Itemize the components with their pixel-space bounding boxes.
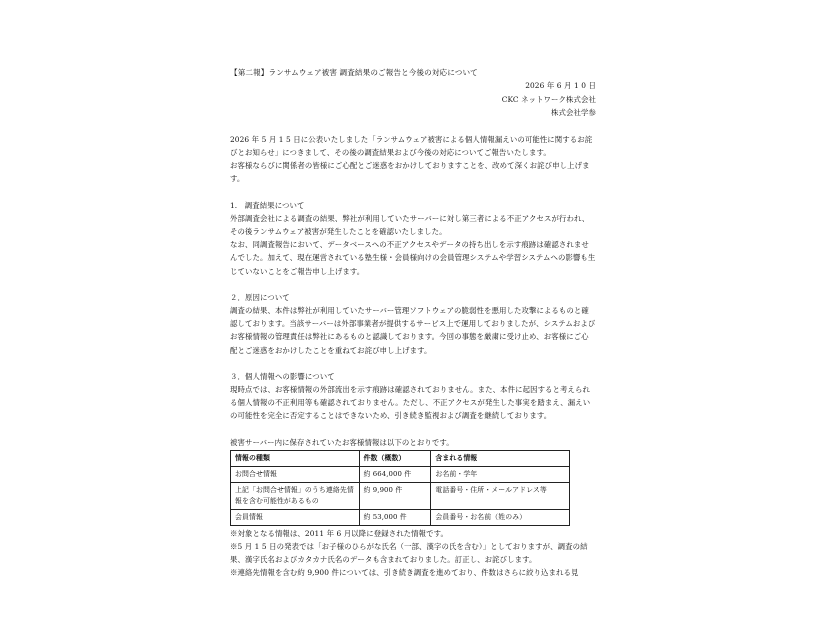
table-intro: 被害サーバー内に保存されていたお客様情報は以下のとおりです。 xyxy=(230,437,454,447)
table-cell: 電話番号・住所・メールアドレス等 xyxy=(431,482,570,509)
table-header-cell: 含まれる情報 xyxy=(431,450,570,466)
table-cell: 会員情報 xyxy=(231,509,360,525)
section-heading-cause: ２．原因について xyxy=(230,292,290,302)
spacer xyxy=(230,120,596,133)
spacer xyxy=(230,357,596,370)
table-row xyxy=(231,482,570,509)
note-line: ※対象となる情報は、2011 年 6 月以降に登録された情報です。 xyxy=(230,528,449,538)
table-row xyxy=(231,509,570,525)
intro-apology: お客様ならびに関係者の皆様にご心配とご迷惑をおかけしておりますことを、改めて深くお詫び申し上げます。 xyxy=(230,161,590,184)
table-header-cell: 情報の種類 xyxy=(231,450,360,466)
table-cell: 約 9,900 件 xyxy=(359,482,431,509)
customer-info-table xyxy=(230,450,570,526)
section-heading-impact: ３．個人情報への影響について xyxy=(230,371,335,381)
note-line: ※連絡先情報を含む約 9,900 件については、引き続き調査を進めており、件数はさらに絞り込まれる見 xyxy=(230,568,579,578)
document-title: 【第二報】ランサムウェア被害 調査結果のご報告と今後の対応について xyxy=(230,68,478,77)
table-header-cell: 件数（概数） xyxy=(359,450,431,466)
table-row xyxy=(231,466,570,482)
spacer xyxy=(230,186,596,199)
notes xyxy=(230,527,596,580)
note-line: ※5 月 1 5 日の発表では「お子様のひらがな氏名（一部、漢字の氏を含む）」としておりますが、調査の結果、漢字氏名およびカタカナ氏名のデータも含まれておりました。訂正し、お詫びします。 xyxy=(230,542,588,565)
section-heading-results: 1. 調査結果について xyxy=(230,200,305,210)
company-name-gakusan: 株式会社学参 xyxy=(551,108,596,118)
section-results-paragraph: なお、同調査報告において、データベースへの不正アクセスやデータの持ち出しを示す痕跡は確認されませんでした。加えて、現在運営されている塾生様・会員様向けの会員管理システムや学習システムへの影響も生じていないことをご報告申し上げます。 xyxy=(230,240,596,276)
company-name-ckc: CKC ネットワーク株式会社 xyxy=(501,94,596,104)
table-header-row xyxy=(231,450,570,466)
document-date: 2026 年 6 月 1 0 日 xyxy=(525,81,596,90)
table-cell: 約 664,000 件 xyxy=(359,466,431,482)
table-cell: 約 53,000 件 xyxy=(359,509,431,525)
table-cell: 会員番号・お名前（姓のみ） xyxy=(431,509,570,525)
table-cell: 上記「お問合せ情報」のうち連絡先情報を含む可能性があるもの xyxy=(231,482,360,509)
document-body xyxy=(230,66,596,580)
spacer xyxy=(230,423,596,436)
section-impact-paragraph: 現時点では、お客様情報の外部流出を示す痕跡は確認されておりません。また、本件に起因すると考えられる個人情報の不正利用等も確認されておりません。ただし、不正アクセスが発生した事実を踏まえ、漏えいの可能性を完全に否定することはできないため、引き続き監視および調査を継続しております。 xyxy=(230,385,591,421)
table-cell: お名前・学年 xyxy=(431,466,570,482)
intro-paragraph: 2026 年 5 月 1 5 日に公表いたしました「ランサムウェア被害による個人情報漏えいの可能性に関するお詫びとお知らせ」につきまして、その後の調査結果および今後の対応についてご報告いたします。 xyxy=(230,134,593,157)
section-results-paragraph: 外部調査会社による調査の結果、弊社が利用していたサーバーに対し第三者による不正アクセスが行われ、その後ランサムウェア被害が発生したことを確認いたしました。 xyxy=(230,213,590,236)
section-cause-paragraph: 調査の結果、本件は弊社が利用していたサーバー管理ソフトウェアの脆弱性を悪用した攻撃によるものと確認しております。当該サーバーは外部事業者が提供するサービス上で運用しておりましたが、システムおよびお客様情報の管理責任は弊社にあるものと認識しております。今回の事態を厳粛に受け止め、お客様にご心配とご迷惑をおかけしたことを重ねてお詫び申し上げます。 xyxy=(230,306,596,355)
table-cell: お問合せ情報 xyxy=(231,466,360,482)
spacer xyxy=(230,278,596,291)
